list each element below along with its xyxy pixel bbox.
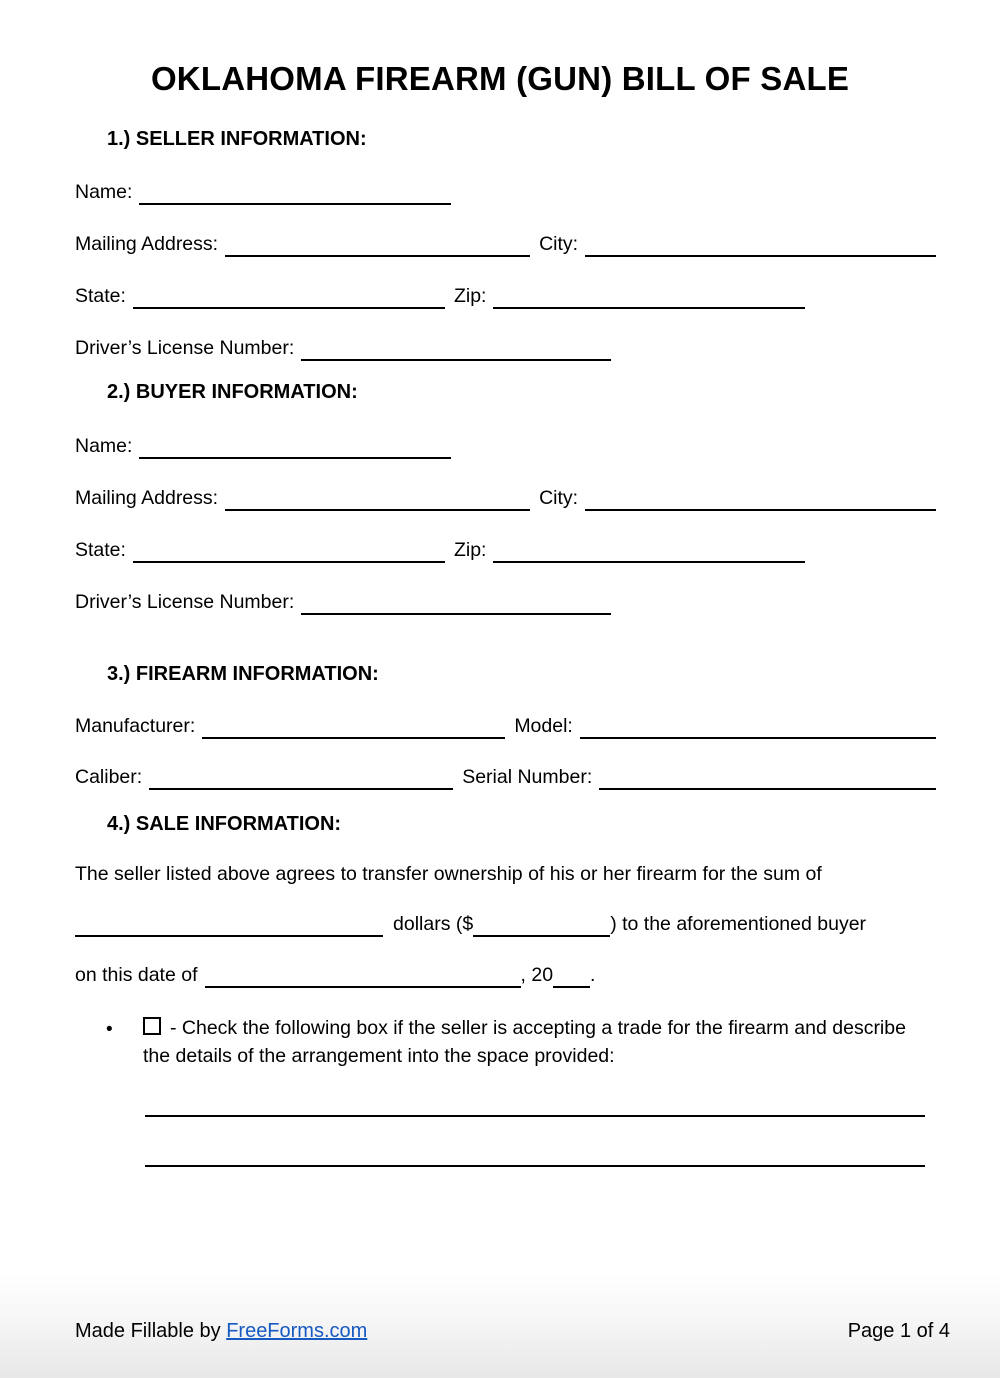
dollars-label: dollars ($ [393, 913, 474, 935]
freeforms-link[interactable]: FreeForms.com [226, 1320, 368, 1342]
sentence-period: . [590, 964, 596, 986]
model-label: Model: [514, 715, 573, 737]
sale-amount-input[interactable] [473, 913, 610, 937]
seller-mailing-address-label: Mailing Address: [75, 233, 219, 255]
buyer-name-row [75, 433, 936, 459]
seller-city-input[interactable] [585, 233, 936, 257]
made-fillable-text [75, 1320, 367, 1343]
bullet-icon: • [106, 1019, 113, 1040]
buyer-name-label: Name: [75, 435, 133, 457]
buyer-mailing-address-input[interactable] [225, 487, 530, 511]
buyer-name-input[interactable] [139, 435, 451, 459]
serial-number-label: Serial Number: [462, 766, 593, 788]
buyer-state-label: State: [75, 539, 126, 561]
after-amount-text: ) to the aforementioned buyer [610, 913, 867, 935]
seller-address-row [75, 231, 936, 257]
sale-text-line1: The seller listed above agrees to transfer ownership of his or her firearm for the sum of [75, 863, 822, 885]
trade-clause-item [143, 1014, 927, 1070]
trade-checkbox[interactable] [143, 1017, 161, 1035]
buyer-state-row [75, 537, 936, 563]
firearm-caliber-row [75, 764, 936, 790]
buyer-zip-label: Zip: [453, 539, 487, 561]
sale-section-heading: 4.) SALE INFORMATION: [107, 813, 342, 835]
trade-details-input-line2[interactable] [145, 1145, 925, 1167]
footer [75, 1320, 950, 1343]
caliber-label: Caliber: [75, 766, 143, 788]
serial-number-input[interactable] [599, 766, 936, 790]
sale-year-input[interactable] [553, 964, 590, 988]
firearm-section-heading: 3.) FIREARM INFORMATION: [107, 663, 379, 685]
buyer-state-input[interactable] [133, 539, 445, 563]
manufacturer-input[interactable] [202, 715, 505, 739]
buyer-city-label: City: [539, 487, 579, 509]
seller-zip-input[interactable] [493, 285, 805, 309]
seller-zip-label: Zip: [453, 285, 487, 307]
sale-paragraph-line1 [75, 861, 936, 887]
buyer-city-input[interactable] [585, 487, 936, 511]
model-input[interactable] [580, 715, 936, 739]
manufacturer-label: Manufacturer: [75, 715, 196, 737]
seller-section-heading: 1.) SELLER INFORMATION: [107, 128, 367, 150]
seller-name-row [75, 179, 936, 205]
made-fillable-prefix: Made Fillable by [75, 1320, 227, 1342]
caliber-input[interactable] [149, 766, 453, 790]
buyer-license-label: Driver’s License Number: [75, 591, 295, 613]
year-prefix-text: , 20 [520, 964, 554, 986]
sale-sum-words-input[interactable] [75, 913, 383, 937]
trade-details-input-line1[interactable] [145, 1095, 925, 1117]
seller-license-input[interactable] [301, 337, 611, 361]
seller-name-label: Name: [75, 181, 133, 203]
firearm-manufacturer-row [75, 713, 936, 739]
sale-date-input[interactable] [205, 964, 521, 988]
sale-paragraph-line2 [75, 911, 936, 937]
seller-name-input[interactable] [139, 181, 451, 205]
seller-license-label: Driver’s License Number: [75, 337, 295, 359]
sale-paragraph-line3 [75, 962, 936, 988]
page-title: OKLAHOMA FIREARM (GUN) BILL OF SALE [150, 60, 850, 97]
seller-city-label: City: [539, 233, 579, 255]
page-number: Page 1 of 4 [847, 1320, 950, 1342]
buyer-mailing-address-label: Mailing Address: [75, 487, 219, 509]
buyer-section-heading: 2.) BUYER INFORMATION: [107, 381, 358, 403]
buyer-address-row [75, 485, 936, 511]
trade-clause-text: - Check the following box if the seller is accepting a trade for the firearm and describe the details of the arrangement into the space provided: [143, 1017, 906, 1067]
buyer-license-row [75, 589, 936, 615]
seller-mailing-address-input[interactable] [225, 233, 530, 257]
buyer-license-input[interactable] [301, 591, 611, 615]
seller-state-label: State: [75, 285, 126, 307]
seller-license-row [75, 335, 936, 361]
buyer-zip-input[interactable] [493, 539, 805, 563]
seller-state-input[interactable] [133, 285, 445, 309]
seller-state-row [75, 283, 936, 309]
date-prefix-text: on this date of [75, 964, 198, 986]
